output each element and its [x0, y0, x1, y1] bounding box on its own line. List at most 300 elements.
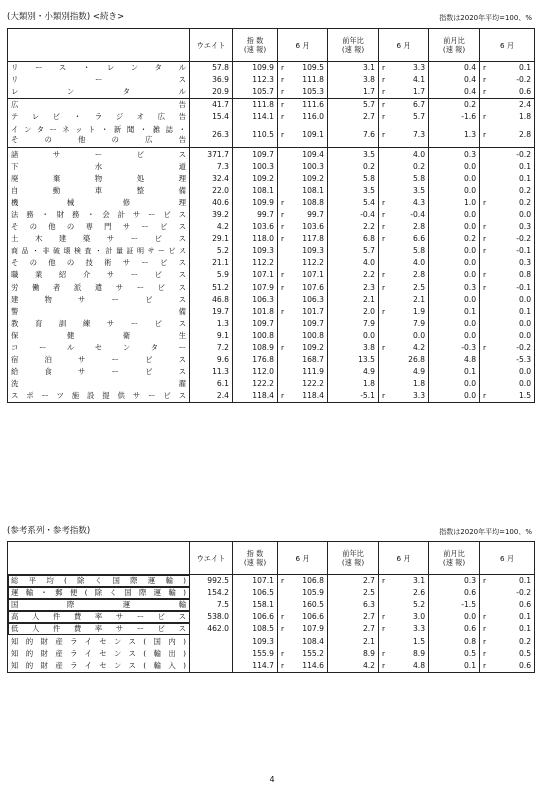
table-row — [8, 599, 535, 611]
table-row — [8, 86, 535, 99]
row-mom: 0.2 — [429, 233, 480, 245]
row-yoy-june: 3.0 — [412, 612, 426, 622]
row-index-revised-mark — [278, 366, 290, 378]
row-index: 155.9 — [233, 648, 278, 660]
row-name: リース — [8, 74, 190, 86]
row-mom-june: 1.8 — [492, 111, 535, 123]
section1-table — [7, 28, 535, 403]
row-yoy-june: 5.8 — [412, 173, 426, 183]
header-yoy-june: 6 月 — [379, 542, 429, 575]
row-yoy-revised-mark — [379, 330, 391, 342]
table-row — [8, 575, 535, 588]
row-index: 111.8 — [233, 99, 278, 112]
row-yoy: 13.5 — [328, 354, 379, 366]
row-name: 土木建築サービス — [8, 233, 190, 245]
table-row — [8, 233, 535, 245]
row-index-revised-mark: r — [278, 390, 290, 403]
row-mom: 0.2 — [429, 99, 480, 112]
row-mom-revised-mark — [480, 209, 492, 221]
row-weight: 992.5 — [190, 575, 233, 588]
row-yoy-june: 26.8 — [408, 355, 426, 365]
row-index: 106.5 — [233, 587, 278, 599]
row-mom-june: 0.0 — [492, 330, 535, 342]
row-yoy-revised-mark: r — [379, 209, 391, 221]
row-yoy-june: 5.2 — [412, 600, 426, 610]
row-weight: 6.1 — [190, 378, 233, 390]
row-index: 114.7 — [233, 660, 278, 673]
row-name: 広告 — [8, 99, 190, 112]
row-weight: 20.9 — [190, 86, 233, 99]
row-yoy: 2.2 — [328, 269, 379, 281]
row-name-line2: その他の広告 — [11, 135, 186, 145]
row-yoy: 0.0 — [328, 330, 379, 342]
row-yoy: 5.4 — [328, 197, 379, 209]
row-name: 知的財産ライセンス(輸入) — [8, 660, 190, 673]
row-yoy-revised-mark — [379, 354, 391, 366]
table-row — [8, 306, 535, 318]
row-index-revised-mark: r — [278, 282, 290, 294]
section1-unit-note: 指数は2020年平均=100、% — [439, 14, 532, 22]
row-yoy-revised-mark: r — [379, 233, 391, 245]
row-mom-june: 0.1 — [492, 575, 535, 588]
section2-table — [7, 541, 535, 673]
row-mom: 1.0 — [429, 197, 480, 209]
row-mom-revised-mark — [480, 294, 492, 306]
row-index-june: 103.6 — [302, 222, 325, 232]
row-index: 109.9 — [233, 197, 278, 209]
row-mom-june: 0.8 — [492, 269, 535, 281]
row-name: 商品・非破壊検査・計量証明サービス — [8, 245, 190, 257]
row-index-revised-mark: r — [278, 611, 290, 623]
row-yoy: 3.8 — [328, 342, 379, 354]
row-mom-revised-mark — [480, 599, 492, 611]
row-index-revised-mark: r — [278, 74, 290, 86]
row-mom-june: -0.2 — [492, 342, 535, 354]
row-name: 給食サービス — [8, 366, 190, 378]
row-yoy: 0.2 — [328, 161, 379, 173]
row-yoy-june: 4.2 — [412, 343, 426, 353]
row-weight: 46.8 — [190, 294, 233, 306]
row-index-revised-mark: r — [278, 86, 290, 99]
row-yoy-june: 1.5 — [412, 636, 426, 646]
row-mom: 0.0 — [429, 611, 480, 623]
section1-title: (大類別・小類別指数) <続き> — [7, 12, 125, 22]
row-index-june: 109.7 — [302, 318, 325, 328]
row-mom-june: 0.6 — [492, 599, 535, 611]
row-weight: 40.6 — [190, 197, 233, 209]
row-mom-revised-mark: r — [480, 623, 492, 635]
table-row — [8, 185, 535, 197]
row-index: 118.0 — [233, 233, 278, 245]
row-yoy-revised-mark — [379, 257, 391, 269]
row-weight: 32.4 — [190, 173, 233, 185]
row-index-june: 109.2 — [302, 173, 325, 183]
row-mom-revised-mark: r — [480, 221, 492, 233]
row-yoy: 3.1 — [328, 62, 379, 75]
row-index: 109.3 — [233, 245, 278, 257]
row-mom-june: -0.2 — [492, 74, 535, 86]
row-yoy-revised-mark — [379, 635, 391, 647]
row-index-revised-mark: r — [278, 342, 290, 354]
row-index-revised-mark — [278, 599, 290, 611]
row-weight: 371.7 — [190, 148, 233, 161]
row-index-revised-mark: r — [278, 233, 290, 245]
row-yoy-revised-mark: r — [379, 269, 391, 281]
row-mom-june: 0.5 — [492, 648, 535, 660]
row-mom: 1.3 — [429, 123, 480, 148]
table-row — [8, 111, 535, 123]
row-mom-revised-mark: r — [480, 660, 492, 673]
table-row — [8, 611, 535, 623]
row-yoy-june: 0.0 — [412, 330, 426, 340]
row-yoy-june: 6.7 — [391, 99, 429, 112]
table-row — [8, 318, 535, 330]
row-weight: 7.3 — [190, 161, 233, 173]
row-index: 109.7 — [233, 318, 278, 330]
row-yoy-june: -0.4 — [410, 209, 426, 219]
row-weight — [190, 660, 233, 673]
header-index-june: 6 月 — [278, 542, 328, 575]
row-index: 106.6 — [233, 611, 278, 623]
row-yoy-revised-mark: r — [379, 623, 391, 635]
table-row — [8, 378, 535, 390]
row-index-june: 109.2 — [302, 343, 325, 353]
row-yoy-revised-mark — [379, 148, 391, 161]
row-mom-revised-mark: r — [480, 197, 492, 209]
row-mom: 0.0 — [429, 185, 480, 197]
row-mom: 0.0 — [429, 161, 480, 173]
row-mom-revised-mark: r — [480, 245, 492, 257]
row-mom-revised-mark — [480, 257, 492, 269]
row-mom-june: 0.6 — [492, 86, 535, 99]
table-row — [8, 354, 535, 366]
row-yoy-june: 2.5 — [412, 282, 426, 292]
row-index: 108.5 — [233, 623, 278, 635]
row-mom-june: 0.0 — [492, 378, 535, 390]
row-mom-revised-mark: r — [480, 74, 492, 86]
table-row — [8, 123, 535, 148]
section2-unit-note: 指数は2020年平均=100、% — [439, 528, 532, 536]
table-row — [8, 197, 535, 209]
row-yoy-revised-mark: r — [379, 221, 391, 233]
row-index-revised-mark: r — [278, 575, 290, 588]
header-index: 指 数 (速 報) — [233, 29, 278, 62]
row-yoy: 3.5 — [328, 148, 379, 161]
row-yoy-june: 4.3 — [412, 197, 426, 207]
row-yoy-june: 4.0 — [412, 258, 426, 268]
row-yoy-june: 4.1 — [412, 75, 426, 85]
row-yoy-revised-mark — [379, 161, 391, 173]
table-row — [8, 209, 535, 221]
row-index-june: 105.3 — [302, 87, 325, 97]
row-yoy: 2.7 — [328, 623, 379, 635]
row-index: 158.1 — [233, 599, 278, 611]
row-yoy: 7.9 — [328, 318, 379, 330]
row-name: 低人件費率サービス — [8, 623, 190, 635]
row-yoy-revised-mark — [379, 318, 391, 330]
row-mom-june: 0.1 — [492, 306, 535, 318]
row-index: 99.7 — [233, 209, 278, 221]
row-weight: 2.4 — [190, 390, 233, 403]
row-index-june: 100.8 — [302, 330, 325, 340]
row-yoy: 4.2 — [328, 660, 379, 673]
row-index: 101.8 — [233, 306, 278, 318]
row-mom: 0.3 — [429, 148, 480, 161]
row-mom-june: -5.3 — [492, 354, 535, 366]
row-index-revised-mark — [278, 378, 290, 390]
row-yoy-june: 5.8 — [412, 246, 426, 256]
row-index-revised-mark — [278, 148, 290, 161]
row-mom-revised-mark — [480, 587, 492, 599]
row-index-june: 108.8 — [302, 197, 325, 207]
row-index: 118.4 — [233, 390, 278, 403]
row-name: 自動車整備 — [8, 185, 190, 197]
row-mom-june: -0.2 — [492, 587, 535, 599]
row-mom-june: 2.8 — [492, 123, 535, 148]
row-mom-june: -0.1 — [492, 245, 535, 257]
row-index-june: 108.1 — [302, 185, 325, 195]
row-yoy-revised-mark: r — [379, 575, 391, 588]
row-index-june: 106.3 — [302, 294, 325, 304]
row-index-june: 109.4 — [290, 148, 328, 161]
row-weight: 15.4 — [190, 111, 233, 123]
header-index: 指 数 (速 報) — [233, 542, 278, 575]
row-index-june: 107.9 — [302, 624, 325, 634]
row-mom-revised-mark: r — [480, 342, 492, 354]
row-yoy-june: 1.9 — [412, 306, 426, 316]
row-name: 運輸・郵便(除く国際運輸) — [8, 587, 190, 599]
row-name: 諸サービス — [8, 148, 190, 161]
row-yoy-june: 3.3 — [391, 62, 429, 75]
row-name: 総平均(除く国際運輸) — [8, 575, 190, 588]
row-yoy-revised-mark — [379, 294, 391, 306]
row-yoy: 2.7 — [328, 611, 379, 623]
row-yoy-june: 3.1 — [391, 575, 429, 588]
row-mom-revised-mark — [480, 378, 492, 390]
row-mom: -1.5 — [429, 599, 480, 611]
table-row — [8, 257, 535, 269]
row-yoy-june: 2.8 — [412, 222, 426, 232]
row-mom-revised-mark — [480, 173, 492, 185]
row-yoy-revised-mark: r — [379, 282, 391, 294]
row-yoy-june: 4.0 — [391, 148, 429, 161]
row-yoy-revised-mark: r — [379, 62, 391, 75]
row-index-revised-mark — [278, 635, 290, 647]
table-row — [8, 587, 535, 599]
row-yoy-june: 1.7 — [412, 87, 426, 97]
row-mom-june: 0.0 — [492, 294, 535, 306]
row-mom: 0.5 — [429, 648, 480, 660]
row-mom: 0.3 — [429, 282, 480, 294]
row-yoy: 3.8 — [328, 74, 379, 86]
row-mom-revised-mark: r — [480, 269, 492, 281]
row-index: 112.3 — [233, 74, 278, 86]
row-index-june: 117.8 — [302, 234, 325, 244]
row-yoy-june: 8.9 — [412, 648, 426, 658]
row-mom-revised-mark — [480, 366, 492, 378]
row-mom-revised-mark — [480, 185, 492, 197]
row-name: 下水道 — [8, 161, 190, 173]
row-mom-revised-mark: r — [480, 611, 492, 623]
row-mom-june: 0.1 — [492, 173, 535, 185]
row-name: 法務・財務・会計サービス — [8, 209, 190, 221]
row-name-line1: インターネット・新聞・雑誌・ — [11, 125, 186, 135]
row-name: 知的財産ライセンス(国内) — [8, 635, 190, 647]
row-yoy-revised-mark — [379, 366, 391, 378]
row-index-june: 109.1 — [302, 130, 325, 140]
header-mom: 前月比 (速 報) — [429, 29, 480, 62]
row-mom-june: 0.3 — [492, 221, 535, 233]
row-yoy-revised-mark — [379, 245, 391, 257]
row-weight: 29.1 — [190, 233, 233, 245]
row-index-june: 108.4 — [302, 636, 325, 646]
row-mom: 0.0 — [429, 269, 480, 281]
row-yoy: 7.6 — [328, 123, 379, 148]
table-row — [8, 294, 535, 306]
row-name: 国際運輸 — [8, 599, 190, 611]
row-yoy-revised-mark: r — [379, 648, 391, 660]
row-mom: 0.6 — [429, 623, 480, 635]
row-weight: 4.2 — [190, 221, 233, 233]
row-index: 106.3 — [233, 294, 278, 306]
row-weight: 36.9 — [190, 74, 233, 86]
row-index-june: 106.8 — [290, 575, 328, 588]
row-yoy: 5.7 — [328, 245, 379, 257]
row-name: 高人件費率サービス — [8, 611, 190, 623]
row-yoy: 1.8 — [328, 378, 379, 390]
row-weight: 7.2 — [190, 342, 233, 354]
row-index-revised-mark: r — [278, 62, 290, 75]
row-index-revised-mark: r — [278, 197, 290, 209]
section2-title: (参考系列・参考指数) — [7, 526, 91, 536]
row-index: 105.7 — [233, 86, 278, 99]
header-mom: 前月比 (速 報) — [429, 542, 480, 575]
row-name: リース・レンタル — [8, 62, 190, 75]
row-index: 108.9 — [233, 342, 278, 354]
row-index-revised-mark: r — [278, 648, 290, 660]
row-index-june: 111.8 — [302, 75, 325, 85]
row-index-revised-mark: r — [278, 306, 290, 318]
row-yoy: 2.3 — [328, 282, 379, 294]
row-index: 100.3 — [233, 161, 278, 173]
row-mom-june: 0.2 — [492, 185, 535, 197]
row-index-revised-mark — [278, 318, 290, 330]
row-weight: 57.8 — [190, 62, 233, 75]
row-index-revised-mark — [278, 161, 290, 173]
row-mom-revised-mark — [480, 354, 492, 366]
row-index-june: 122.2 — [302, 379, 325, 389]
row-index: 103.6 — [233, 221, 278, 233]
table-row — [8, 221, 535, 233]
row-mom: 0.1 — [429, 366, 480, 378]
row-mom-revised-mark: r — [480, 390, 492, 403]
row-mom-june: -0.2 — [492, 148, 535, 161]
table-row — [8, 245, 535, 257]
row-yoy-revised-mark — [379, 185, 391, 197]
row-yoy-june: 5.7 — [412, 112, 426, 122]
row-index-revised-mark: r — [278, 269, 290, 281]
row-yoy: 8.9 — [328, 648, 379, 660]
row-mom-revised-mark: r — [480, 635, 492, 647]
row-weight: 5.9 — [190, 269, 233, 281]
row-weight: 462.0 — [190, 623, 233, 635]
row-mom: 0.4 — [429, 74, 480, 86]
table-row — [8, 390, 535, 403]
row-weight: 41.7 — [190, 99, 233, 112]
header-yoy: 前年比 (速 報) — [328, 29, 379, 62]
row-index-revised-mark: r — [278, 123, 290, 148]
row-yoy-revised-mark — [379, 587, 391, 599]
row-yoy: 2.2 — [328, 221, 379, 233]
row-yoy: 5.8 — [328, 173, 379, 185]
row-yoy-revised-mark: r — [379, 611, 391, 623]
header-yoy-june: 6 月 — [379, 29, 429, 62]
row-mom-june: 0.2 — [492, 197, 535, 209]
row-weight: 22.0 — [190, 185, 233, 197]
row-index-revised-mark — [278, 330, 290, 342]
row-index-revised-mark: r — [278, 99, 290, 112]
row-mom: -1.6 — [429, 111, 480, 123]
row-name: 建物サービス — [8, 294, 190, 306]
row-index: 108.1 — [233, 185, 278, 197]
row-index-revised-mark: r — [278, 111, 290, 123]
table-row — [8, 330, 535, 342]
row-index: 114.1 — [233, 111, 278, 123]
row-name: その他の技術サービス — [8, 257, 190, 269]
row-name: 保健衛生 — [8, 330, 190, 342]
row-mom: 0.0 — [429, 245, 480, 257]
table-row — [8, 148, 535, 161]
row-yoy-june: 2.8 — [412, 270, 426, 280]
row-yoy-revised-mark — [379, 173, 391, 185]
header-mom-june: 6 月 — [480, 29, 535, 62]
row-name: コールセンター — [8, 342, 190, 354]
row-index-revised-mark: r — [278, 660, 290, 673]
row-yoy-revised-mark: r — [379, 306, 391, 318]
row-index-june: 114.6 — [290, 660, 328, 673]
row-weight: 538.0 — [190, 611, 233, 623]
row-mom-revised-mark — [480, 161, 492, 173]
row-index-june: 109.5 — [290, 62, 328, 75]
row-yoy: 4.0 — [328, 257, 379, 269]
row-index-revised-mark — [278, 245, 290, 257]
table-row — [8, 282, 535, 294]
row-mom-revised-mark: r — [480, 86, 492, 99]
row-yoy: -0.4 — [328, 209, 379, 221]
row-name: テレビ・ラジオ広告 — [8, 111, 190, 123]
row-index-revised-mark — [278, 294, 290, 306]
row-yoy-june: 2.1 — [412, 294, 426, 304]
table-row — [8, 161, 535, 173]
row-index-june: 155.2 — [302, 648, 325, 658]
header-weight: ウエイト — [190, 29, 233, 62]
row-mom-revised-mark: r — [480, 282, 492, 294]
header-yoy: 前年比 (速 報) — [328, 542, 379, 575]
row-index-june: 116.0 — [302, 112, 325, 122]
row-mom-revised-mark: r — [480, 648, 492, 660]
row-mom: 0.0 — [429, 378, 480, 390]
row-name: 労働者派遣サービス — [8, 282, 190, 294]
row-mom: 0.0 — [429, 221, 480, 233]
row-yoy-june: 1.8 — [412, 379, 426, 389]
row-yoy-revised-mark: r — [379, 342, 391, 354]
row-index-revised-mark: r — [278, 209, 290, 221]
row-mom: 0.3 — [429, 575, 480, 588]
row-index-revised-mark — [278, 257, 290, 269]
row-yoy: 3.5 — [328, 185, 379, 197]
table-row — [8, 99, 535, 112]
row-mom: 0.0 — [429, 390, 480, 403]
